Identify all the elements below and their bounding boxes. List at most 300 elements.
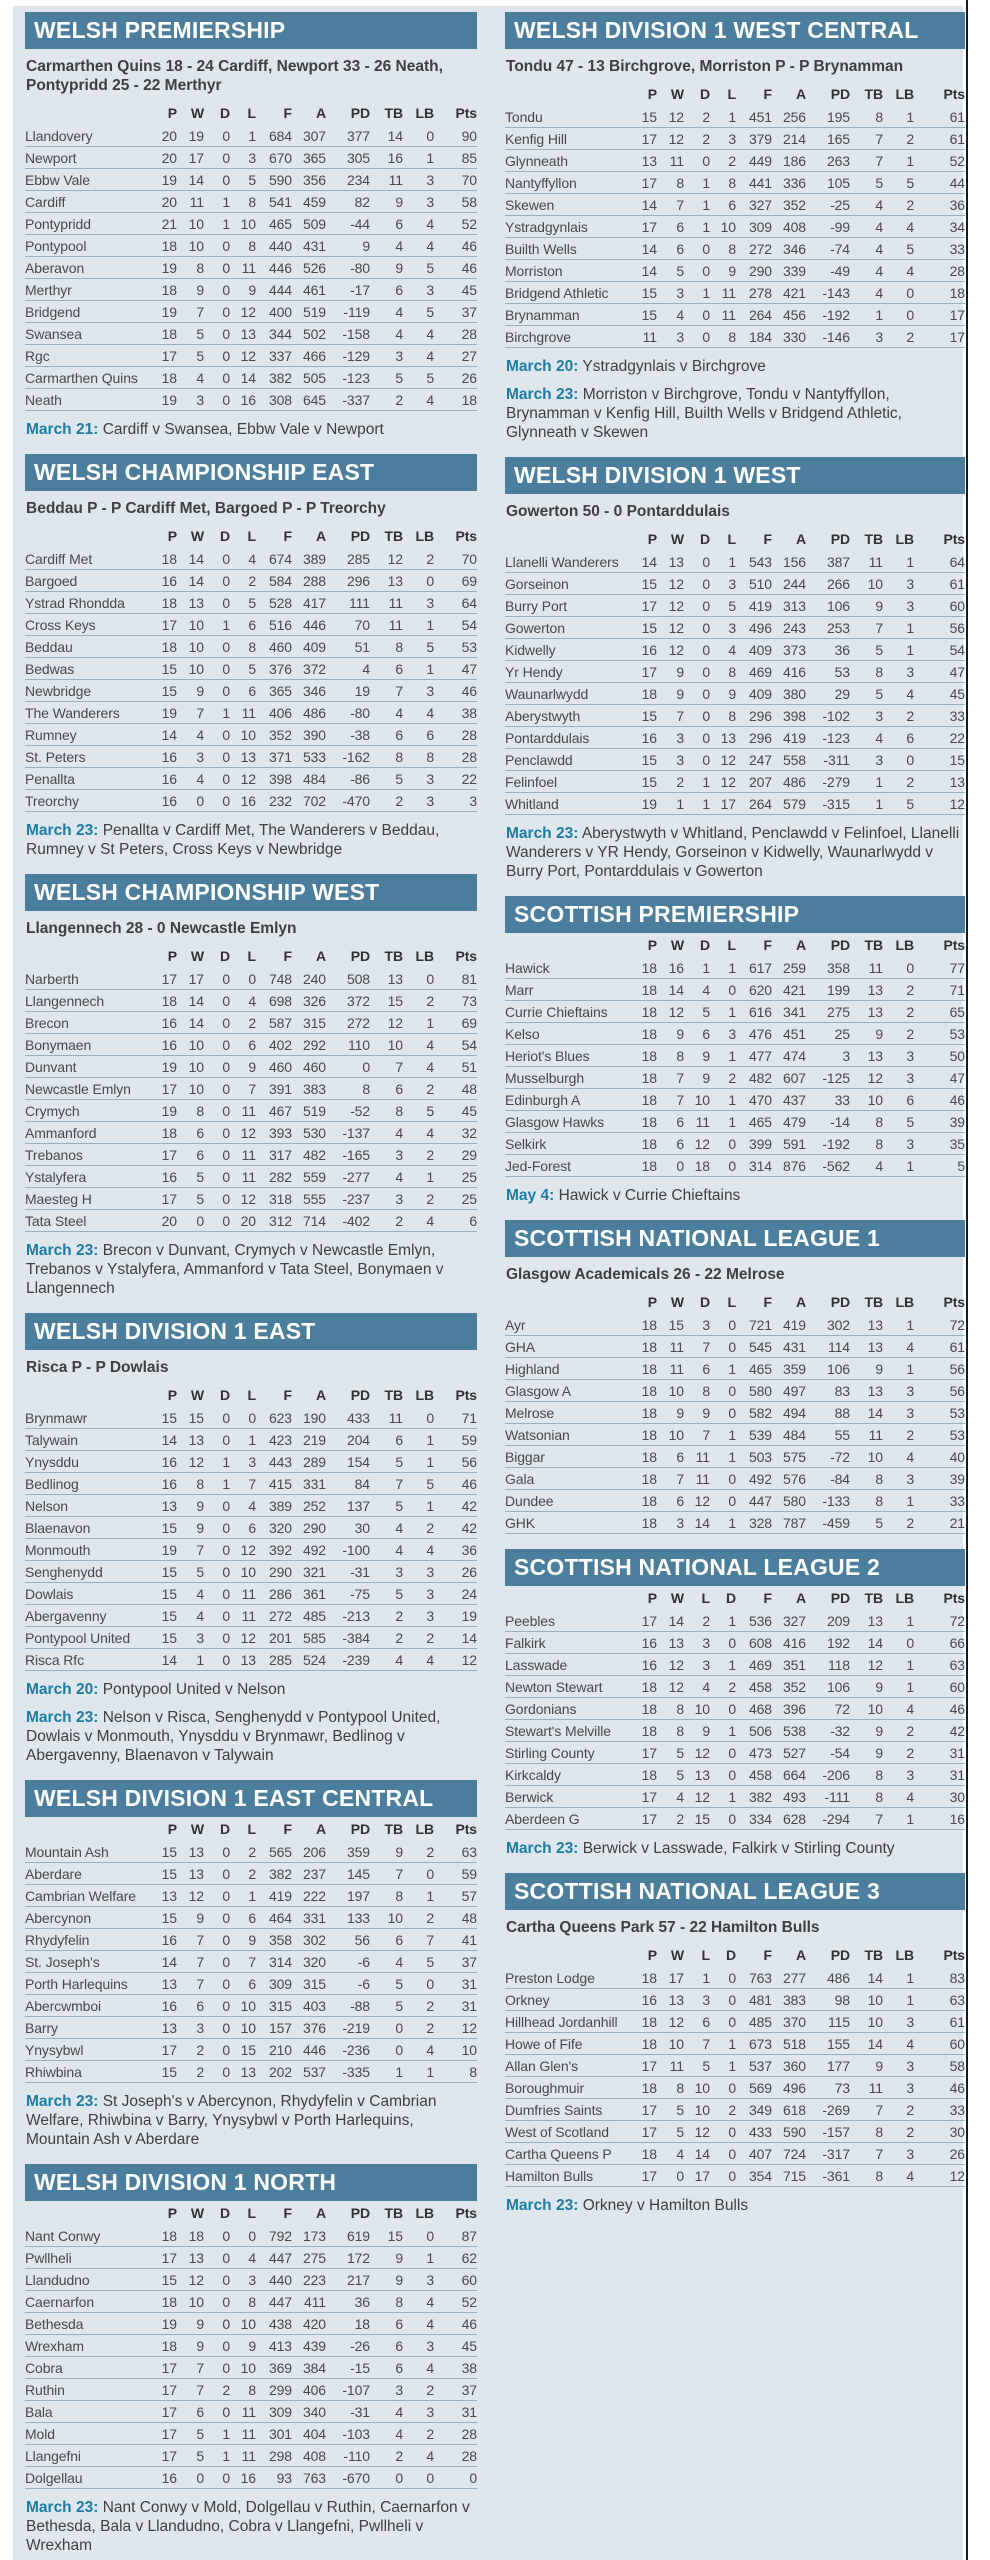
stat-cell: 3 — [883, 2011, 914, 2033]
stat-cell: 3 — [710, 617, 736, 639]
stat-cell: 2 — [177, 2039, 204, 2061]
stat-cell: 420 — [292, 2313, 326, 2335]
team-row — [25, 1100, 477, 1122]
stat-cell: 0 — [684, 238, 710, 260]
stat-cell: 63 — [914, 1989, 965, 2011]
stat-cell: 209 — [806, 1610, 850, 1632]
stat-cell: 90 — [434, 125, 477, 147]
stat-cell: 18 — [631, 1001, 657, 1023]
column-header: A — [315, 1821, 326, 1837]
team-row — [505, 326, 965, 348]
column-header: TB — [864, 1294, 883, 1310]
stat-cell: 315 — [292, 1012, 326, 1034]
stat-cell: 19 — [151, 389, 177, 411]
stat-cell: 155 — [806, 2033, 850, 2055]
stat-cell: 4 — [850, 727, 883, 749]
stat-cell: 16 — [370, 147, 403, 169]
stat-cell: -75 — [326, 1583, 370, 1605]
stat-cell: 13 — [370, 968, 403, 990]
column-header: P — [647, 1294, 657, 1310]
stat-cell: 30 — [914, 2121, 965, 2143]
column-header: F — [283, 2205, 292, 2221]
stat-cell: 451 — [772, 1023, 806, 1045]
team-name-cell: Maesteg H — [25, 1188, 151, 1210]
fixture-line — [506, 824, 964, 881]
stat-cell: 0 — [204, 1929, 230, 1951]
stat-cell: 3 — [403, 680, 434, 702]
stat-cell: 4 — [370, 1166, 403, 1188]
column-header: TB — [864, 1590, 883, 1606]
team-row — [505, 1808, 965, 1830]
stat-cell: 0 — [684, 304, 710, 326]
stat-cell: 9 — [657, 661, 684, 683]
stat-cell: 382 — [256, 1863, 292, 1885]
stat-cell: 0 — [204, 257, 230, 279]
stat-cell: 505 — [292, 367, 326, 389]
stat-cell: 3 — [684, 1654, 710, 1676]
stat-cell: 7 — [370, 680, 403, 702]
fixture-date: March 20: — [506, 358, 579, 375]
team-name-cell: Cambrian Welfare — [25, 1885, 151, 1907]
column-header: D — [699, 531, 710, 547]
stat-cell: 1 — [883, 106, 914, 128]
stat-cell: 18 — [631, 1336, 657, 1358]
stat-cell: 6 — [370, 724, 403, 746]
stat-cell: 3 — [177, 746, 204, 768]
stat-cell: 15 — [151, 658, 177, 680]
team-name-cell: Cross Keys — [25, 614, 151, 636]
stat-cell: 4 — [403, 2313, 434, 2335]
team-row — [505, 1490, 965, 1512]
team-name-cell: Cartha Queens P — [505, 2143, 631, 2165]
stat-cell: 5 — [370, 768, 403, 790]
stat-cell: 54 — [434, 1034, 477, 1056]
team-row — [505, 2143, 965, 2165]
team-row — [505, 1468, 965, 1490]
stat-cell: 620 — [736, 979, 772, 1001]
section-title: WELSH CHAMPIONSHIP EAST — [34, 459, 375, 485]
stat-cell: 2 — [403, 1078, 434, 1100]
stat-cell: 4 — [684, 1676, 710, 1698]
stat-cell: 7 — [230, 1078, 256, 1100]
column-header: F — [763, 1590, 772, 1606]
stat-cell: 9 — [657, 1402, 684, 1424]
stat-cell: 8 — [326, 1078, 370, 1100]
stat-cell: 5 — [850, 639, 883, 661]
stat-cell: 494 — [772, 1402, 806, 1424]
league-section — [505, 457, 965, 881]
stat-cell: -294 — [806, 1808, 850, 1830]
stat-cell: 8 — [850, 1764, 883, 1786]
stat-cell: -99 — [806, 216, 850, 238]
header-row — [25, 526, 477, 548]
stat-cell: 3 — [850, 705, 883, 727]
team-row — [25, 1407, 477, 1429]
stat-cell: 13 — [151, 1973, 177, 1995]
team-name-cell: Narberth — [25, 968, 151, 990]
fixture-date: March 23: — [26, 1242, 99, 1259]
stat-cell: 433 — [736, 2121, 772, 2143]
team-name-cell: Bridgend Athletic — [505, 282, 631, 304]
stat-cell: 33 — [914, 238, 965, 260]
team-row — [25, 1627, 477, 1649]
header-row — [505, 935, 965, 957]
stat-cell: 13 — [631, 150, 657, 172]
stat-cell: 3 — [403, 191, 434, 213]
stat-cell: 8 — [657, 1698, 684, 1720]
stat-cell: 0 — [204, 1649, 230, 1671]
stat-cell: 13 — [850, 979, 883, 1001]
stat-cell: 13 — [177, 1863, 204, 1885]
stat-cell: 496 — [736, 617, 772, 639]
stat-cell: 15 — [151, 1605, 177, 1627]
column-header: TB — [384, 1387, 403, 1403]
team-row — [505, 1632, 965, 1654]
stat-cell: 11 — [230, 1144, 256, 1166]
stat-cell: 443 — [256, 1451, 292, 1473]
stat-cell: 576 — [772, 1468, 806, 1490]
stat-cell: 307 — [292, 125, 326, 147]
stat-cell: -361 — [806, 2165, 850, 2187]
stat-cell: 0 — [370, 2017, 403, 2039]
stat-cell: 10 — [177, 2291, 204, 2313]
stat-cell: 10 — [684, 1698, 710, 1720]
stat-cell: 72 — [806, 1698, 850, 1720]
stat-cell: 11 — [177, 191, 204, 213]
stat-cell: 2 — [883, 2121, 914, 2143]
section-header-bar — [505, 1873, 965, 1910]
stat-cell: 4 — [403, 2039, 434, 2061]
latest-result: Risca P - P Dowlais — [26, 1359, 169, 1376]
stat-cell: 2 — [883, 1023, 914, 1045]
column-header: W — [670, 1947, 684, 1963]
stat-cell: 244 — [772, 573, 806, 595]
stat-cell: 4 — [883, 683, 914, 705]
stat-cell: 587 — [256, 1012, 292, 1034]
stat-cell: 16 — [151, 570, 177, 592]
stat-cell: 0 — [204, 2467, 230, 2489]
team-row — [25, 191, 477, 213]
stat-cell: 5 — [657, 1764, 684, 1786]
stat-cell: 3 — [370, 2379, 403, 2401]
stat-cell: 408 — [292, 2445, 326, 2467]
column-header: P — [647, 1590, 657, 1606]
stat-cell: 165 — [806, 128, 850, 150]
stat-cell: 315 — [256, 1995, 292, 2017]
team-row — [505, 1676, 965, 1698]
stat-cell: 417 — [292, 592, 326, 614]
column-header: L — [701, 1947, 710, 1963]
stat-cell: 4 — [177, 768, 204, 790]
stat-cell: -384 — [326, 1627, 370, 1649]
stat-cell: 13 — [657, 1632, 684, 1654]
fixture-date: March 23: — [26, 1709, 99, 1726]
stat-cell: 533 — [292, 746, 326, 768]
stat-cell: 0 — [204, 768, 230, 790]
stat-cell: 17 — [151, 2445, 177, 2467]
stat-cell: 337 — [256, 345, 292, 367]
team-row — [505, 1610, 965, 1632]
stat-cell: 1 — [710, 2055, 736, 2077]
stat-cell: 0 — [684, 639, 710, 661]
stat-cell: 465 — [736, 1111, 772, 1133]
stat-cell: 15 — [657, 1314, 684, 1336]
team-name-cell: Llandovery — [25, 125, 151, 147]
stat-cell: 272 — [736, 238, 772, 260]
stat-cell: 12 — [657, 595, 684, 617]
stat-cell: 14 — [657, 979, 684, 1001]
team-name-cell: Morriston — [505, 260, 631, 282]
stat-cell: 0 — [710, 1698, 736, 1720]
stat-cell: 13 — [684, 1764, 710, 1786]
stat-cell: 28 — [434, 746, 477, 768]
stat-cell: -38 — [326, 724, 370, 746]
stat-cell: 5 — [230, 592, 256, 614]
stat-cell: 9 — [850, 595, 883, 617]
team-name-cell: Dunvant — [25, 1056, 151, 1078]
team-row — [25, 548, 477, 570]
stat-cell: 351 — [772, 1654, 806, 1676]
stat-cell: -119 — [326, 301, 370, 323]
stat-cell: 15 — [151, 2061, 177, 2083]
stat-cell: 465 — [256, 213, 292, 235]
stat-cell: 419 — [772, 1314, 806, 1336]
stat-cell: 5 — [370, 367, 403, 389]
stat-cell: 46 — [434, 680, 477, 702]
stat-cell: 4 — [883, 1336, 914, 1358]
stat-cell: -15 — [326, 2357, 370, 2379]
fixture-text: Pontypool United v Nelson — [102, 1681, 286, 1698]
stat-cell: 219 — [292, 1429, 326, 1451]
league-section — [25, 12, 477, 439]
latest-result: Beddau P - P Cardiff Met, Bargoed P - P Treorchy — [26, 500, 386, 517]
stat-cell: 3 — [657, 1512, 684, 1534]
team-name-cell: St. Peters — [25, 746, 151, 768]
column-header: P — [647, 531, 657, 547]
stat-cell: 406 — [256, 702, 292, 724]
stat-cell: 38 — [434, 702, 477, 724]
stat-cell: -6 — [326, 1973, 370, 1995]
stat-cell: 0 — [710, 1967, 736, 1989]
stat-cell: 137 — [326, 1495, 370, 1517]
stat-cell: 115 — [806, 2011, 850, 2033]
stat-cell: 12 — [230, 1122, 256, 1144]
team-name-cell: Nant Conwy — [25, 2225, 151, 2247]
stat-cell: 4 — [403, 1034, 434, 1056]
stat-cell: 12 — [230, 1188, 256, 1210]
team-row — [25, 1188, 477, 1210]
stat-cell: 19 — [151, 169, 177, 191]
column-header: D — [219, 2205, 230, 2221]
stat-cell: 16 — [230, 389, 256, 411]
stat-cell: 406 — [292, 2379, 326, 2401]
team-row — [505, 749, 965, 771]
stat-cell: 358 — [806, 957, 850, 979]
column-header: LB — [895, 1294, 914, 1310]
stat-cell: 0 — [204, 990, 230, 1012]
team-row — [25, 746, 477, 768]
stat-cell: 1 — [883, 1358, 914, 1380]
stat-cell: 2 — [883, 1720, 914, 1742]
section-title: SCOTTISH NATIONAL LEAGUE 2 — [514, 1554, 880, 1580]
stat-cell: 0 — [230, 1407, 256, 1429]
team-row — [505, 1133, 965, 1155]
stat-cell: 18 — [914, 282, 965, 304]
stat-cell: 537 — [292, 2061, 326, 2083]
stat-cell: 10 — [177, 213, 204, 235]
stat-cell: -110 — [326, 2445, 370, 2467]
stat-cell: 4 — [370, 2423, 403, 2445]
header-row — [505, 1292, 965, 1314]
league-section — [505, 896, 965, 1205]
stat-cell: 17 — [631, 2055, 657, 2077]
stat-cell: 14 — [151, 724, 177, 746]
stat-cell: 336 — [772, 172, 806, 194]
stat-cell: 1 — [403, 1495, 434, 1517]
stat-cell: 45 — [434, 279, 477, 301]
stat-cell: 0 — [204, 1973, 230, 1995]
team-name-cell: Watsonian — [505, 1424, 631, 1446]
stat-cell: 3 — [883, 595, 914, 617]
stat-cell: 5 — [177, 1166, 204, 1188]
stat-cell: 1 — [684, 957, 710, 979]
stat-cell: 3 — [403, 768, 434, 790]
stat-cell: 4 — [326, 658, 370, 680]
stat-cell: 1 — [403, 147, 434, 169]
stat-cell: 408 — [772, 216, 806, 238]
stat-cell: 18 — [151, 592, 177, 614]
team-name-cell: Trebanos — [25, 1144, 151, 1166]
section-title: WELSH DIVISION 1 EAST — [34, 1318, 316, 1344]
stat-cell: 2 — [230, 570, 256, 592]
stat-cell: 15 — [151, 1907, 177, 1929]
stat-cell: 118 — [806, 1654, 850, 1676]
header-row — [25, 103, 477, 125]
stat-cell: 446 — [292, 2039, 326, 2061]
stat-cell: 7 — [657, 1067, 684, 1089]
stat-cell: 3 — [883, 573, 914, 595]
stat-cell: -74 — [806, 238, 850, 260]
stat-cell: 565 — [256, 1841, 292, 1863]
stat-cell: 15 — [370, 2225, 403, 2247]
stat-cell: 320 — [256, 1517, 292, 1539]
stat-cell: -133 — [806, 1490, 850, 1512]
stat-cell: 460 — [292, 1056, 326, 1078]
stat-cell: 14 — [230, 367, 256, 389]
stat-cell: 35 — [914, 1133, 965, 1155]
stat-cell: 59 — [434, 1429, 477, 1451]
stat-cell: 6 — [230, 1517, 256, 1539]
stat-cell: 18 — [631, 1764, 657, 1786]
stat-cell: 13 — [230, 2061, 256, 2083]
stat-cell: 19 — [151, 702, 177, 724]
stat-cell: 8 — [710, 172, 736, 194]
team-row — [505, 216, 965, 238]
stat-cell: 7 — [850, 1808, 883, 1830]
stat-cell: 11 — [657, 150, 684, 172]
stat-cell: 13 — [710, 727, 736, 749]
stat-cell: 301 — [256, 2423, 292, 2445]
stat-cell: 82 — [326, 191, 370, 213]
stat-cell: -269 — [806, 2099, 850, 2121]
team-name-cell: GHK — [505, 1512, 631, 1534]
stat-cell: 28 — [914, 260, 965, 282]
team-name-cell: Aberystwyth — [505, 705, 631, 727]
stat-cell: 5 — [883, 1111, 914, 1133]
stat-cell: 10 — [710, 216, 736, 238]
column-header: PD — [830, 937, 850, 953]
stat-cell: 0 — [403, 570, 434, 592]
stat-cell: 9 — [684, 1720, 710, 1742]
column-header: D — [219, 105, 230, 121]
stat-cell: 2 — [657, 1808, 684, 1830]
stat-cell: 3 — [403, 1561, 434, 1583]
stat-cell: 3 — [370, 345, 403, 367]
fixture-line — [26, 1708, 476, 1765]
stat-cell: 18 — [151, 367, 177, 389]
stat-cell: 484 — [772, 1424, 806, 1446]
stat-cell: 0 — [684, 573, 710, 595]
stat-cell: 0 — [204, 125, 230, 147]
column-header: A — [315, 105, 326, 121]
stat-cell: 2 — [403, 2017, 434, 2039]
column-header: F — [763, 1947, 772, 1963]
stat-cell: 63 — [434, 1841, 477, 1863]
stat-cell: 409 — [292, 636, 326, 658]
section-header-bar — [25, 874, 477, 911]
stat-cell: 70 — [434, 548, 477, 570]
team-name-cell: Kirkcaldy — [505, 1764, 631, 1786]
stat-cell: 50 — [914, 1045, 965, 1067]
fixture-line — [506, 385, 964, 442]
stat-cell: 0 — [204, 1561, 230, 1583]
stat-cell: 4 — [370, 1539, 403, 1561]
stat-cell: -31 — [326, 2401, 370, 2423]
stat-cell: 714 — [292, 1210, 326, 1232]
stat-cell: 404 — [292, 2423, 326, 2445]
stat-cell: 14 — [177, 570, 204, 592]
column-header: D — [725, 1590, 736, 1606]
team-name-cell: Dundee — [505, 1490, 631, 1512]
stat-cell: 3 — [710, 128, 736, 150]
stat-cell: 56 — [914, 1358, 965, 1380]
stat-cell: 18 — [631, 683, 657, 705]
stat-cell: 36 — [434, 1539, 477, 1561]
stat-cell: 9 — [177, 2313, 204, 2335]
stat-cell: 18 — [434, 389, 477, 411]
stat-cell: 15 — [914, 749, 965, 771]
stat-cell: 0 — [710, 1468, 736, 1490]
section-title: WELSH DIVISION 1 NORTH — [34, 2169, 337, 2195]
team-row — [505, 1111, 965, 1133]
stat-cell: 579 — [772, 793, 806, 815]
stat-cell: 6 — [370, 1929, 403, 1951]
stat-cell: 98 — [806, 1989, 850, 2011]
stat-cell: 7 — [850, 617, 883, 639]
stat-cell: 69 — [434, 570, 477, 592]
stat-cell: 18 — [631, 1446, 657, 1468]
stat-cell: 20 — [151, 1210, 177, 1232]
stat-cell: 8 — [850, 2165, 883, 2187]
column-header: TB — [384, 105, 403, 121]
stat-cell: 346 — [292, 680, 326, 702]
stat-cell: 5 — [657, 2121, 684, 2143]
team-name-cell: Cardiff — [25, 191, 151, 213]
team-name-cell: Aberavon — [25, 257, 151, 279]
stat-cell: 4 — [403, 2357, 434, 2379]
team-row — [25, 1517, 477, 1539]
stat-cell: 31 — [434, 1995, 477, 2017]
